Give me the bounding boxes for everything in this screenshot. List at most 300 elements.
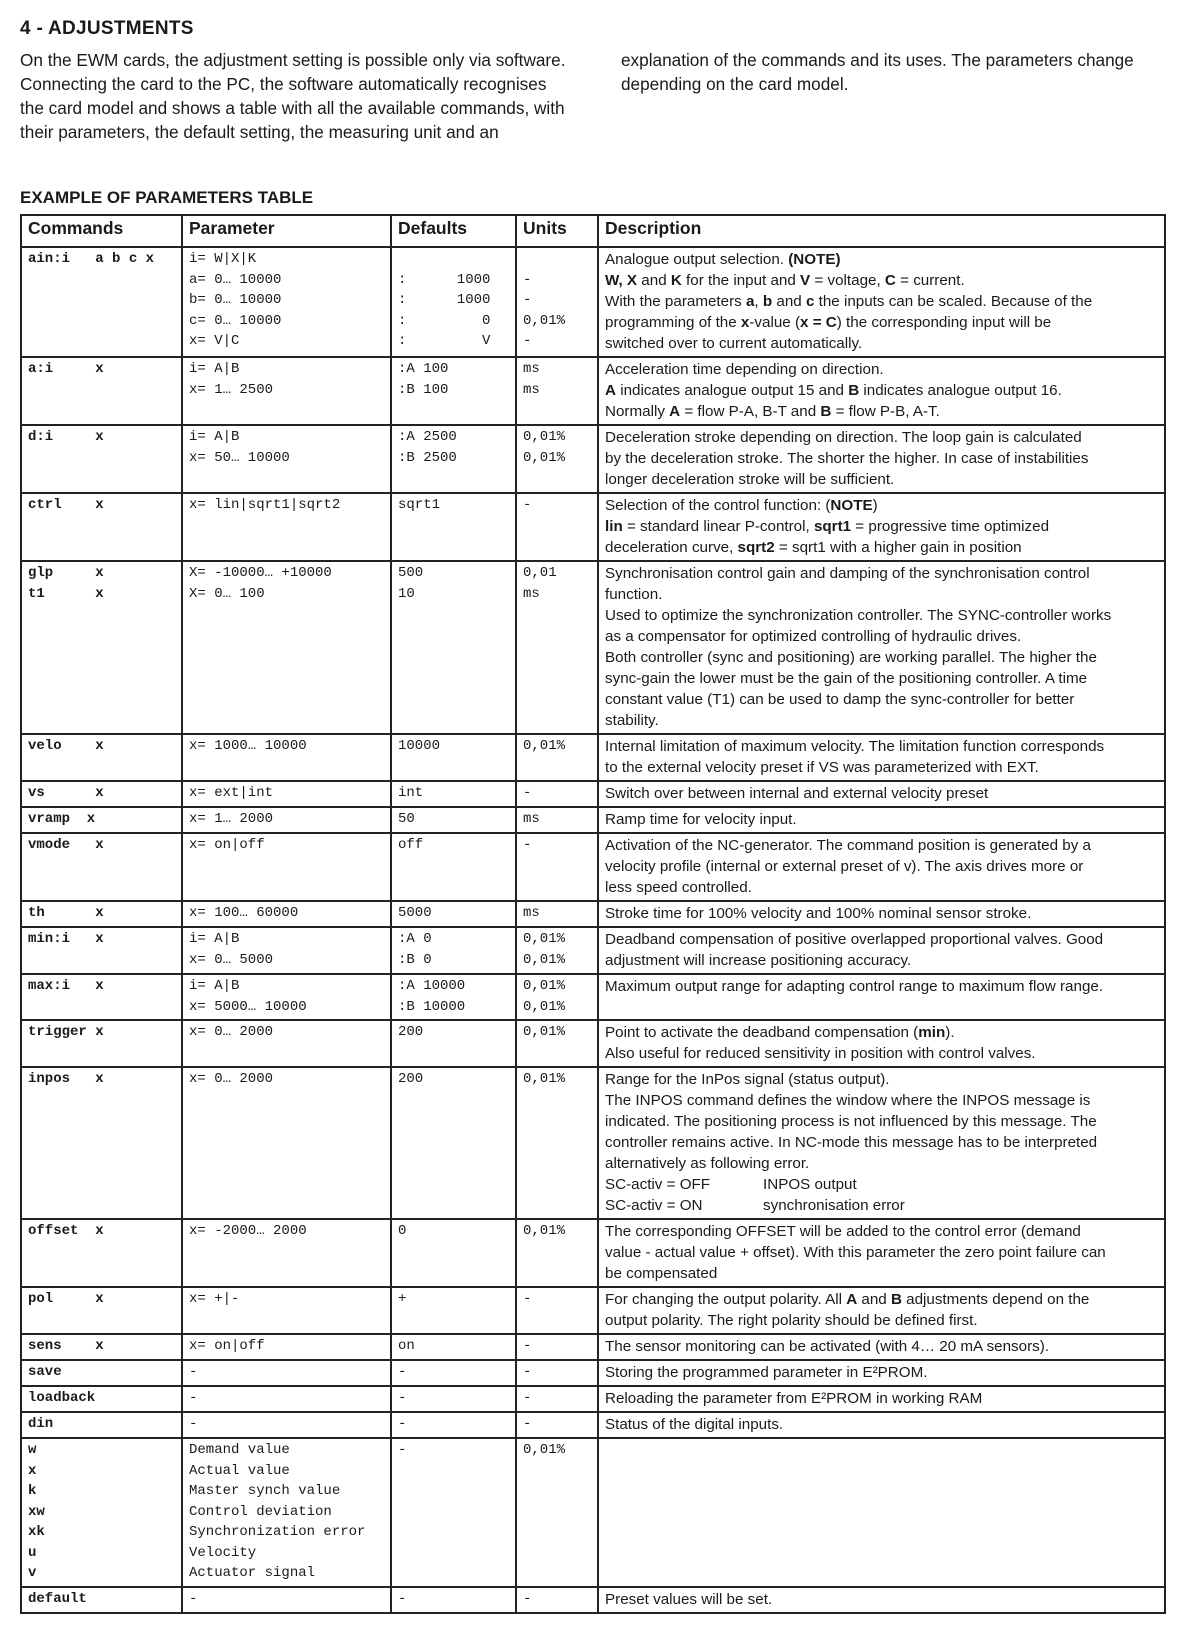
description-bold-text: x: [740, 314, 750, 331]
description-line: [605, 427, 1158, 448]
command-cell-line: xk: [28, 1524, 45, 1540]
table-row: [21, 974, 1165, 1020]
description-line: [605, 877, 1158, 898]
description-text: Internal limitation of maximum velocity. The limitation function corresponds: [605, 738, 1105, 755]
unit-cell: [516, 1386, 598, 1412]
unit-cell-line: -: [523, 785, 532, 801]
default-cell-line: 200: [398, 1024, 424, 1040]
default-cell-line: :A 2500: [398, 429, 457, 445]
parameter-cell: [182, 1438, 391, 1587]
default-cell: [391, 1287, 516, 1334]
unit-cell-line: 0,01%: [523, 449, 566, 466]
command-cell: [21, 357, 182, 425]
parameter-cell-line: b= 0… 10000: [189, 292, 282, 308]
default-cell-line: -: [398, 1390, 407, 1406]
unit-cell: [516, 425, 598, 493]
parameter-cell-line: x= on|off: [189, 837, 265, 853]
description-line: [605, 1111, 1158, 1132]
description-cell: [598, 1020, 1165, 1067]
default-cell-line: -: [398, 1364, 407, 1380]
table-row: [21, 425, 1165, 493]
command-cell-line: k: [28, 1483, 37, 1499]
command-cell: [21, 807, 182, 833]
description-text: Acceleration time depending on direction.: [605, 361, 884, 378]
default-cell-line: off: [398, 837, 424, 853]
description-text: = flow P-B, A-T.: [831, 403, 940, 420]
default-cell-line: :B 10000: [398, 998, 466, 1015]
header-parameter: Parameter: [182, 215, 391, 247]
description-bold-text: a: [745, 293, 755, 310]
parameter-cell-line: Synchronization error: [189, 1524, 366, 1540]
parameter-cell: [182, 357, 391, 425]
default-cell: [391, 561, 516, 734]
default-cell-line: 50: [398, 811, 415, 827]
description-line: [605, 1174, 1158, 1195]
parameter-cell: [182, 1412, 391, 1438]
parameter-cell: [182, 974, 391, 1020]
unit-cell-line: ms: [523, 585, 540, 602]
command-cell: [21, 561, 182, 734]
description-text: = progressive time optimized: [851, 518, 1050, 535]
default-cell: [391, 1386, 516, 1412]
unit-cell: [516, 1067, 598, 1219]
unit-cell-line: 0,01%: [523, 312, 566, 329]
description-text: to the external velocity preset if VS was parameterized with EXT.: [605, 759, 1039, 776]
description-text: Selection of the control function: (: [605, 497, 831, 514]
description-bold-text: A: [669, 403, 681, 420]
description-cell: [598, 357, 1165, 425]
parameter-cell: [182, 734, 391, 781]
unit-cell: [516, 493, 598, 561]
parameter-cell: [182, 1067, 391, 1219]
table-header-row: [21, 215, 1165, 247]
unit-cell: [516, 1412, 598, 1438]
description-line: [605, 333, 1158, 354]
parameter-cell-line: Actuator signal: [189, 1565, 316, 1581]
description-text: indicates analogue output 15 and: [615, 382, 849, 399]
default-cell: [391, 1334, 516, 1360]
table-row: [21, 1412, 1165, 1438]
description-line: [605, 626, 1158, 647]
description-line: [605, 976, 1158, 997]
command-cell: [21, 927, 182, 974]
default-cell-line: 5000: [398, 905, 432, 921]
description-line: [605, 950, 1158, 971]
description-text: Preset values will be set.: [605, 1590, 773, 1608]
command-cell-line: xw: [28, 1503, 45, 1520]
description-text: and: [637, 272, 671, 289]
parameter-cell-line: i= A|B: [189, 931, 240, 947]
description-cell: [598, 927, 1165, 974]
unit-cell-line: -: [523, 1291, 532, 1307]
default-cell-line: [398, 249, 509, 270]
description-line: [605, 495, 1158, 516]
default-cell-line: 500: [398, 565, 424, 581]
table-row: [21, 1438, 1165, 1587]
description-text: = current.: [895, 272, 965, 289]
command-cell: [21, 1386, 182, 1412]
description-text: = sqrt1 with a higher gain in position: [774, 539, 1022, 556]
description-text: The sensor monitoring can be activated (with 4… 20 mA sensors).: [605, 1338, 1050, 1355]
parameter-cell-line: i= A|B: [189, 978, 240, 994]
description-line: [605, 1132, 1158, 1153]
description-text: less speed controlled.: [605, 879, 752, 896]
unit-cell-line: 0,01%: [523, 1223, 566, 1239]
description-text: the inputs can be scaled. Because of the: [814, 293, 1093, 310]
default-cell-line: :A 10000: [398, 978, 466, 994]
unit-cell-line: 0,01%: [523, 998, 566, 1015]
description-bold-text: (NOTE): [788, 251, 841, 268]
description-bold-text: V: [800, 272, 811, 289]
header-units: Units: [516, 215, 598, 247]
unit-cell: [516, 561, 598, 734]
description-line: [605, 647, 1158, 668]
command-cell: [21, 1438, 182, 1587]
unit-cell: [516, 1360, 598, 1386]
command-cell-line: ain:i a b c x: [28, 251, 155, 267]
unit-cell: [516, 1334, 598, 1360]
description-cell: [598, 493, 1165, 561]
default-cell: [391, 1438, 516, 1587]
description-text: value - actual value + offset). With this parameter the zero point failure can: [605, 1244, 1106, 1261]
description-line: [605, 537, 1158, 558]
description-text: ): [872, 497, 878, 514]
parameter-cell: [182, 1219, 391, 1287]
command-cell-line: sens x: [28, 1338, 104, 1354]
command-cell-line: default: [28, 1590, 87, 1607]
command-cell: [21, 425, 182, 493]
parameter-cell-line: i= W|X|K: [189, 251, 257, 267]
parameter-cell-line: x= ext|int: [189, 785, 274, 801]
table-row: [21, 1067, 1165, 1219]
table-row: [21, 1386, 1165, 1412]
table-row: [21, 1334, 1165, 1360]
description-text: deceleration curve,: [605, 539, 738, 556]
parameter-cell-line: X= -10000… +10000: [189, 565, 332, 581]
unit-cell: [516, 901, 598, 927]
description-line: [605, 312, 1158, 333]
default-cell: [391, 1412, 516, 1438]
description-cell: [598, 1334, 1165, 1360]
parameter-cell-line: -: [189, 1416, 198, 1432]
description-cell: [598, 781, 1165, 807]
default-cell-line: : 1000: [398, 292, 491, 308]
description-line: [605, 1221, 1158, 1242]
description-text: Deceleration stroke depending on direction. The loop gain is calculated: [605, 429, 1082, 446]
description-text: controller remains active. In NC-mode this message has to be interpreted: [605, 1134, 1098, 1151]
description-line: [605, 835, 1158, 856]
description-line: [605, 1043, 1158, 1064]
command-cell: [21, 1287, 182, 1334]
command-cell-line: max:i x: [28, 978, 104, 994]
description-cell: [598, 901, 1165, 927]
parameter-cell-line: -: [189, 1390, 198, 1406]
parameter-cell: [182, 807, 391, 833]
table-row: [21, 807, 1165, 833]
description-text: Ramp time for velocity input.: [605, 811, 797, 828]
default-cell-line: : V: [398, 333, 491, 349]
description-line: [605, 605, 1158, 626]
intro-paragraph: On the EWM cards, the adjustment setting is possible only via software. Connecting the card to the PC, the software automatically recognises the card model and shows a table with all the available commands, with their parameters, the default setting, the measuring unit and an explanation of the commands and its uses. The parameters change depending on the card model.: [20, 50, 1134, 142]
description-text: sync-gain the lower must be the gain of the positioning controller. A time: [605, 670, 1088, 687]
description-bold-text: W, X: [605, 272, 638, 289]
description-line: [605, 1336, 1158, 1357]
description-text: synchronisation error: [763, 1197, 905, 1214]
default-cell: [391, 1219, 516, 1287]
description-text: for the input and: [681, 272, 801, 289]
unit-cell-line: 0,01%: [523, 931, 566, 947]
parameter-cell: [182, 247, 391, 357]
header-defaults: Defaults: [391, 215, 516, 247]
parameter-cell: [182, 1386, 391, 1412]
default-cell-line: :B 100: [398, 381, 449, 398]
command-cell-line: ctrl x: [28, 497, 104, 513]
description-line: [605, 469, 1158, 490]
default-cell-line: : 1000: [398, 271, 491, 288]
description-text: Storing the programmed parameter in E²PROM.: [605, 1364, 928, 1381]
description-bold-text: B: [820, 403, 832, 420]
description-bold-text: K: [670, 272, 682, 289]
default-cell-line: int: [398, 785, 424, 801]
description-text: With the parameters: [605, 293, 746, 310]
description-text: and: [857, 1291, 891, 1308]
section-title: 4 - ADJUSTMENTS: [20, 18, 194, 39]
default-cell: [391, 901, 516, 927]
default-cell-line: :B 2500: [398, 449, 457, 466]
description-bold-text: NOTE: [830, 497, 873, 514]
default-cell: [391, 781, 516, 807]
description-line: [605, 856, 1158, 877]
description-text: Range for the InPos signal (status output).: [605, 1071, 890, 1088]
table-row: [21, 561, 1165, 734]
unit-cell-line: 0,01%: [523, 1071, 566, 1087]
parameter-cell: [182, 1334, 391, 1360]
description-text: velocity profile (internal or external preset of v). The axis drives more or: [605, 858, 1084, 875]
default-cell-line: 10: [398, 585, 415, 602]
parameter-cell: [182, 833, 391, 901]
description-text: Deadband compensation of positive overlapped proportional valves. Good: [605, 931, 1104, 948]
default-cell-line: sqrt1: [398, 497, 441, 513]
description-line: [605, 1589, 1158, 1610]
unit-cell-line: -: [523, 333, 532, 349]
default-cell-line: :A 100: [398, 361, 449, 377]
unit-cell-line: -: [523, 1416, 532, 1432]
default-cell-line: -: [398, 1442, 407, 1458]
unit-cell: [516, 1587, 598, 1613]
command-cell-line: th x: [28, 905, 104, 921]
unit-cell-line: ms: [523, 811, 540, 827]
description-text: Status of the digital inputs.: [605, 1416, 784, 1433]
description-cell: [598, 425, 1165, 493]
description-text: = voltage,: [810, 272, 885, 289]
description-bold-text: sqrt2: [737, 539, 775, 556]
unit-cell: [516, 247, 598, 357]
description-line: [605, 401, 1158, 422]
table-row: [21, 1020, 1165, 1067]
description-cell: [598, 247, 1165, 357]
description-bold-text: sqrt1: [813, 518, 852, 535]
default-cell: [391, 927, 516, 974]
default-cell-line: -: [398, 1590, 407, 1607]
description-text: adjustment will increase positioning accuracy.: [605, 952, 912, 969]
description-line: [605, 270, 1158, 291]
parameter-cell-line: x= 100… 60000: [189, 905, 299, 921]
unit-cell-line: 0,01%: [523, 738, 566, 754]
command-cell-line: inpos x: [28, 1071, 104, 1087]
description-cell: [598, 974, 1165, 1020]
unit-cell-line: 0,01: [523, 565, 557, 581]
command-cell: [21, 901, 182, 927]
description-line: [605, 710, 1158, 731]
command-cell-line: pol x: [28, 1291, 104, 1307]
description-line: [605, 563, 1158, 584]
description-line: [605, 903, 1158, 924]
default-cell-line: :B 0: [398, 951, 432, 968]
default-cell: [391, 1360, 516, 1386]
description-text: Reloading the parameter from E²PROM in working RAM: [605, 1390, 983, 1407]
unit-cell-line: [523, 249, 591, 270]
default-cell: [391, 1020, 516, 1067]
unit-cell-line: 0,01%: [523, 1024, 566, 1040]
unit-cell-line: -: [523, 1590, 532, 1607]
table-row: [21, 927, 1165, 974]
unit-cell-line: 0,01%: [523, 1442, 566, 1458]
description-text: Activation of the NC-generator. The command position is generated by a: [605, 837, 1091, 854]
parameter-cell: [182, 561, 391, 734]
command-cell-line: a:i x: [28, 361, 104, 377]
description-text: SC-activ = OFF: [605, 1176, 711, 1193]
description-line: [605, 1069, 1158, 1090]
command-cell: [21, 781, 182, 807]
command-cell-line: loadback: [28, 1390, 96, 1406]
description-cell: [598, 734, 1165, 781]
unit-cell-line: 0,01%: [523, 429, 566, 445]
description-line: [605, 1289, 1158, 1310]
command-cell: [21, 1587, 182, 1613]
command-cell: [21, 493, 182, 561]
description-text: -value (: [749, 314, 801, 331]
unit-cell-line: -: [523, 292, 532, 308]
unit-cell-line: -: [523, 497, 532, 513]
default-cell: [391, 493, 516, 561]
unit-cell-line: ms: [523, 361, 540, 377]
command-cell: [21, 1334, 182, 1360]
parameter-cell-line: x= +|-: [189, 1291, 240, 1307]
table-row: [21, 901, 1165, 927]
default-cell-line: +: [398, 1291, 407, 1307]
description-text: as a compensator for optimized controlling of hydraulic drives.: [605, 628, 1022, 645]
description-text: output polarity. The right polarity should be defined first.: [605, 1312, 978, 1329]
default-cell-line: -: [398, 1416, 407, 1432]
description-text: The INPOS command defines the window where the INPOS message is: [605, 1092, 1091, 1109]
parameter-cell-line: x= V|C: [189, 333, 240, 349]
command-cell: [21, 833, 182, 901]
command-cell-line: din: [28, 1416, 54, 1432]
description-line: [605, 1022, 1158, 1043]
description-text: by the deceleration stroke. The shorter the higher. In case of instabilities: [605, 450, 1089, 467]
description-cell: [598, 1386, 1165, 1412]
parameter-cell-line: X= 0… 100: [189, 585, 265, 602]
description-bold-text: lin: [605, 518, 623, 535]
parameter-cell-line: x= 1000… 10000: [189, 738, 307, 754]
parameter-cell: [182, 927, 391, 974]
command-cell: [21, 734, 182, 781]
description-line: [605, 1242, 1158, 1263]
parameter-cell-line: x= 1… 2000: [189, 811, 274, 827]
command-cell-line: w: [28, 1442, 37, 1458]
unit-cell: [516, 927, 598, 974]
description-text: indicates analogue output 16.: [859, 382, 1062, 399]
description-bold-text: B: [890, 1291, 902, 1308]
default-cell-line: on: [398, 1338, 415, 1354]
parameter-cell: [182, 1287, 391, 1334]
command-cell: [21, 1219, 182, 1287]
description-text: Both controller (sync and positioning) are working parallel. The higher the: [605, 649, 1097, 666]
unit-cell: [516, 833, 598, 901]
description-text: The corresponding OFFSET will be added to the control error (demand: [605, 1223, 1081, 1240]
parameter-cell-line: x= 0… 2000: [189, 1071, 274, 1087]
parameter-cell-line: a= 0… 10000: [189, 271, 282, 288]
description-line: [605, 809, 1158, 830]
description-line: [605, 1090, 1158, 1111]
default-cell: [391, 1587, 516, 1613]
unit-cell: [516, 1219, 598, 1287]
parameter-cell: [182, 901, 391, 927]
description-text: Synchronisation control gain and damping of the synchronisation control: [605, 565, 1090, 582]
description-line: [605, 1195, 1158, 1216]
description-text: be compensated: [605, 1265, 718, 1282]
description-text: constant value (T1) can be used to damp the sync-controller for better: [605, 691, 1075, 708]
description-cell: [598, 1067, 1165, 1219]
parameter-cell: [182, 781, 391, 807]
description-text: ,: [754, 293, 763, 310]
description-text: indicated. The positioning process is not influenced by this message. The: [605, 1113, 1097, 1130]
description-line: [605, 1414, 1158, 1435]
parameter-cell-line: Demand value: [189, 1442, 290, 1458]
command-cell-line: v: [28, 1565, 37, 1581]
command-cell-line: min:i x: [28, 931, 104, 947]
unit-cell: [516, 1287, 598, 1334]
table-row: [21, 734, 1165, 781]
description-cell: [598, 807, 1165, 833]
description-line: [605, 1310, 1158, 1331]
description-text: INPOS output: [763, 1176, 857, 1193]
unit-cell-line: ms: [523, 381, 540, 398]
parameter-cell-line: i= A|B: [189, 361, 240, 377]
unit-cell-line: -: [523, 1364, 532, 1380]
command-cell-line: offset x: [28, 1223, 104, 1239]
default-cell: [391, 807, 516, 833]
default-cell: [391, 833, 516, 901]
description-text: Used to optimize the synchronization controller. The SYNC-controller works: [605, 607, 1112, 624]
command-cell-line: vs x: [28, 785, 104, 801]
description-text: longer deceleration stroke will be sufficient.: [605, 471, 895, 488]
unit-cell: [516, 357, 598, 425]
parameter-cell-line: Control deviation: [189, 1503, 332, 1520]
unit-cell: [516, 974, 598, 1020]
parameter-cell-line: Actual value: [189, 1462, 290, 1479]
parameter-cell-line: x= lin|sqrt1|sqrt2: [189, 497, 341, 513]
description-bold-text: B: [848, 382, 860, 399]
description-text: Point to activate the deadband compensation (: [605, 1024, 919, 1041]
description-text: programming of the: [605, 314, 741, 331]
description-text: Also useful for reduced sensitivity in position with control valves.: [605, 1045, 1036, 1062]
parameter-cell-line: -: [189, 1590, 198, 1607]
description-line: [605, 783, 1158, 804]
parameter-cell-line: x= on|off: [189, 1338, 265, 1354]
parameter-cell-line: Master synch value: [189, 1483, 341, 1499]
description-line: [605, 249, 1158, 270]
